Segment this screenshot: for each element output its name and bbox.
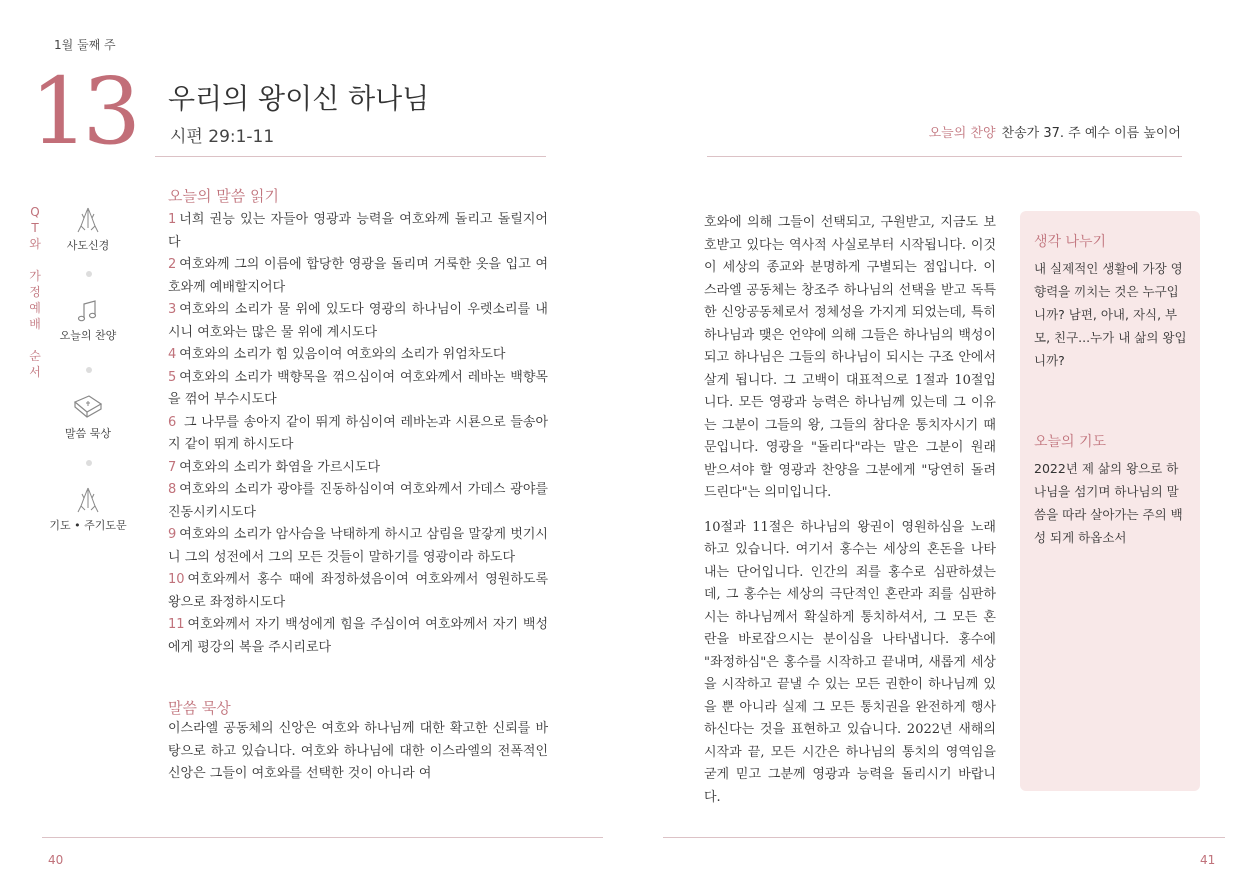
verse-number: 5 <box>168 369 177 385</box>
page-number-right: 41 <box>1200 853 1216 867</box>
vertical-gap <box>28 332 42 348</box>
page-title: 우리의 왕이신 하나님 <box>168 82 430 115</box>
verse-number: 2 <box>168 257 177 272</box>
bible-book-icon <box>71 392 105 422</box>
nav-item-label: 사도신경 <box>66 239 110 252</box>
verse-text: 여호와의 소리가 광야를 진동하심이여 여호와께서 가데스 광야를 진동시키시도다 <box>168 482 548 520</box>
verse <box>168 254 548 299</box>
hymn-title: 찬송가 37. 주 예수 이름 높이어 <box>1001 126 1181 141</box>
verse-number: 7 <box>168 459 177 475</box>
verse-text: 여호와께서 자기 백성에게 힘을 주심이여 여호와께서 자기 백성에게 평강의 복을 주시리로다 <box>168 617 548 655</box>
meditation-paragraph: 10절과 11절은 하나님의 왕권이 영원하심을 노래하고 있습니다. 여기서 홍수는 세상의 혼돈을 나타내는 단어입니다. 인간의 죄를 홍수로 심판하셨는데, 그 홍수는 세상의 극단적인 혼란과 죄를 심판하시는 하나님께서 확실하게 통치하셔서, 그 모든 혼란을 바로잡으시는 분이심을 나타냅니다. 홍수에 "좌정하심"은 홍수를 시작하고 끝내며, 새롭게 세상을 시작하고 끝낼 수 있는 모든 권한이 하나님께 있을 뿐 아니라 실제 그 모든 통치권을 완전하게 행사하신다는 것을 표현하고 있습니다. 2022년 새해의 시작과 끝, 모든 시간은 하나님의 통치의 영역임을 굳게 믿고 그분께 영광과 능력을 돌리시기 바랍니다. <box>704 519 996 805</box>
nav-item-label: 말씀 묵상 <box>64 427 111 440</box>
separator-dot <box>86 271 92 277</box>
verse-text: 여호와의 소리가 힘 있음이여 여호와의 소리가 위엄차도다 <box>179 347 506 362</box>
scripture-reference: 시편 29:1-11 <box>170 127 275 147</box>
verse <box>168 479 548 524</box>
verse <box>168 569 548 614</box>
page-number-left: 40 <box>48 853 64 867</box>
reading-heading: 오늘의 말씀 읽기 <box>168 187 279 205</box>
week-label: 1월 둘째 주 <box>54 38 116 52</box>
verse <box>168 457 548 480</box>
verse-list <box>168 209 548 659</box>
vertical-char: 예 <box>29 301 41 315</box>
verse <box>168 344 548 367</box>
header-divider-left <box>155 156 546 157</box>
vertical-char: 와 <box>29 237 41 251</box>
verse-number: 6 <box>168 414 177 430</box>
verse-text: 여호와의 소리가 암사슴을 낙태하게 하시고 삼림을 말갛게 벗기시니 그의 성전에서 그의 모든 것들이 말하기를 영광이라 하도다 <box>168 527 548 565</box>
nav-item-prayer <box>48 486 128 533</box>
nav-item-label: 기도 • 주기도문 <box>49 519 127 532</box>
praying-hands-icon <box>73 206 103 234</box>
verse <box>168 209 548 254</box>
separator-dot <box>86 367 92 373</box>
verse <box>168 524 548 569</box>
vertical-char: 순 <box>29 349 41 363</box>
verse-text: 여호와의 소리가 화염을 가르시도다 <box>179 459 381 475</box>
separator-dot <box>86 460 92 466</box>
prayer-heading: 오늘의 기도 <box>1034 434 1107 450</box>
nav-item-todays-hymn <box>48 298 128 343</box>
vertical-char: 정 <box>29 285 41 299</box>
verse <box>168 367 548 412</box>
vertical-gap <box>28 252 42 268</box>
verse <box>168 412 548 457</box>
vertical-section-title <box>28 204 42 380</box>
verse <box>168 299 548 344</box>
meditation-paragraph: 호와에 의해 그들이 선택되고, 구원받고, 지금도 보호받고 있다는 역사적 사실로부터 시작됩니다. 이것이 세상의 종교와 분명하게 구별되는 점입니다. 이스라엘 공동체는 창조주 하나님의 선택을 받고 독특한 신앙공동체로서 정체성을 가지게 되었는데, 특히 하나님과 맺은 언약에 의해 그들은 하나님의 백성이 되고 하나님은 그들의 하나님이 되시는 구조 안에서 살게 됩니다. 그 고백이 대표적으로 1절과 10절입니다. 모든 영광과 능력은 하나님께 있는데 그 이유는 그분이 그들의 왕, 그들의 참다운 통치자시기 때문입니다. 영광을 "돌리다"라는 말은 그분이 원래 받으셔야 할 영광과 찬양을 그분에게 "당연히 돌려 드린다"는 의미입니다. <box>704 215 996 500</box>
praying-hands-icon <box>73 486 103 514</box>
meditation-text-right <box>704 212 996 821</box>
vertical-char: 가 <box>29 269 41 283</box>
verse-text: 여호와께서 홍수 때에 좌정하셨음이여 여호와께서 영원하도록 왕으로 좌정하시도다 <box>168 572 548 610</box>
header-divider-right <box>707 156 1182 157</box>
vertical-char: T <box>31 221 39 235</box>
nav-item-label: 오늘의 찬양 <box>59 329 117 342</box>
footer-divider-left <box>42 837 603 838</box>
verse-text: 너희 권능 있는 자들아 영광과 능력을 여호와께 돌리고 돌릴지어다 <box>168 212 548 250</box>
sharing-text: 내 실제적인 생활에 가장 영향력을 끼치는 것은 누구입니까? 남편, 아내, 자식, 부모, 친구...누가 내 삶의 왕입니까? <box>1034 261 1187 368</box>
verse-text: 여호와의 소리가 물 위에 있도다 영광의 하나님이 우렛소리를 내시니 여호와는 많은 물 위에 계시도다 <box>168 302 548 340</box>
verse-number: 10 <box>168 572 185 587</box>
verse-text: 여호와의 소리가 백향목을 꺾으심이여 여호와께서 레바논 백향목을 꺾어 부수시도다 <box>168 369 548 407</box>
meditation-heading: 말씀 묵상 <box>168 699 231 717</box>
verse <box>168 614 548 659</box>
verse-number: 9 <box>168 527 177 542</box>
day-number: 13 <box>30 58 136 165</box>
hymn-label: 오늘의 찬양 <box>928 126 996 141</box>
nav-item-apostles-creed <box>48 206 128 253</box>
sharing-heading: 생각 나누기 <box>1034 234 1107 250</box>
verse-number: 3 <box>168 302 177 317</box>
todays-hymn <box>929 122 1181 141</box>
verse-text: 여호와께 그의 이름에 합당한 영광을 돌리며 거룩한 옷을 입고 여호와께 예배할지어다 <box>168 257 548 295</box>
verse-number: 11 <box>168 617 185 632</box>
verse-number: 8 <box>168 482 177 497</box>
prayer-text: 2022년 제 삶의 왕으로 하나님을 섬기며 하나님의 말씀을 따라 살아가는 주의 백성 되게 하옵소서 <box>1034 461 1183 545</box>
verse-number: 4 <box>168 347 177 362</box>
discussion-prayer-box <box>1020 211 1200 791</box>
verse-number: 1 <box>168 212 177 227</box>
vertical-char: 배 <box>29 317 41 331</box>
meditation-text-left: 이스라엘 공동체의 신앙은 여호와 하나님께 대한 확고한 신뢰를 바탕으로 하고 있습니다. 여호와 하나님에 대한 이스라엘의 전폭적인 신앙은 그들이 여호와를 선택한 것이 아니라 여 <box>168 721 548 781</box>
nav-item-meditation <box>48 392 128 441</box>
music-note-icon <box>73 298 103 324</box>
vertical-char: Q <box>30 205 40 219</box>
verse-text: 그 나무를 송아지 같이 뛰게 하심이여 레바논과 시룐으로 들송아지 같이 뛰게 하시도다 <box>168 414 548 452</box>
footer-divider-right <box>663 837 1225 838</box>
vertical-char: 서 <box>29 365 41 379</box>
